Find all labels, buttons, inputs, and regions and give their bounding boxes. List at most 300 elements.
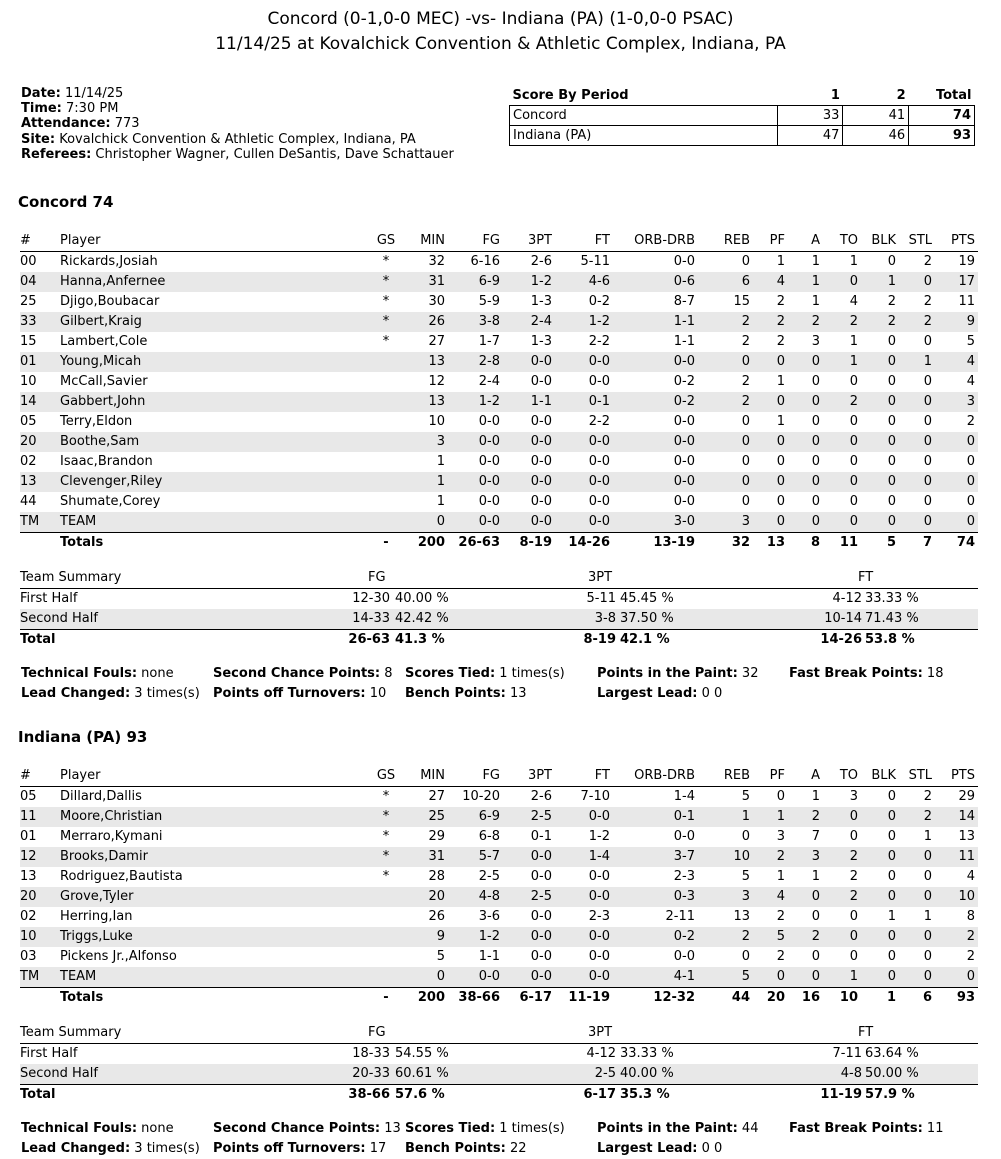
col-header-pf: PF — [769, 233, 785, 248]
misc-value: 8 — [384, 666, 393, 681]
cell-orb-drb: 2-3 — [673, 869, 695, 884]
cell-stl: 2 — [923, 809, 932, 824]
cell-pts: 11 — [958, 849, 975, 864]
cell-a: 2 — [811, 809, 820, 824]
cell-a: 1 — [811, 294, 820, 309]
cell-pts: 29 — [958, 789, 975, 804]
cell-pf: 1 — [776, 374, 785, 389]
cell-3pt: 1-3 — [530, 294, 552, 309]
totals-reb: 44 — [731, 990, 750, 1005]
col-header-player: Player — [60, 768, 101, 783]
misc-value: 32 — [741, 666, 759, 681]
sbp-period-2: 2 — [843, 86, 909, 106]
cell-to: 1 — [849, 969, 858, 984]
cell-player: Grove,Tyler — [60, 889, 134, 904]
cell-player: Pickens Jr.,Alfonso — [60, 949, 177, 964]
summary-label: First Half — [20, 1046, 78, 1061]
cell-ft: 0-2 — [588, 294, 610, 309]
cell-number: 20 — [20, 434, 37, 449]
totals-pts: 93 — [956, 990, 975, 1005]
cell-pts: 2 — [966, 949, 975, 964]
cell-pf: 1 — [776, 254, 785, 269]
cell-min: 10 — [428, 414, 445, 429]
summary-col-ft: FT — [858, 1025, 874, 1040]
player-row — [20, 492, 978, 512]
cell-stl: 0 — [923, 474, 932, 489]
summary-fg-pct: 54.55 % — [395, 1046, 449, 1061]
cell-blk: 0 — [887, 949, 896, 964]
cell-gs: * — [382, 254, 390, 269]
cell-min: 25 — [428, 809, 445, 824]
cell-blk: 0 — [887, 789, 896, 804]
totals-ft: 11-19 — [568, 990, 610, 1005]
cell-a: 2 — [811, 929, 820, 944]
summary-label: Second Half — [20, 1066, 98, 1081]
cell-gs: * — [382, 809, 390, 824]
totals-blk: 1 — [886, 990, 896, 1005]
totals-gs: - — [383, 535, 389, 550]
player-row — [20, 272, 978, 292]
player-row — [20, 252, 978, 272]
misc-fast-break — [789, 1121, 943, 1136]
team-heading-concord: Concord 74 — [18, 193, 114, 211]
cell-number: 02 — [20, 909, 37, 924]
cell-min: 26 — [428, 909, 445, 924]
cell-fg: 0-0 — [478, 474, 500, 489]
misc-value: 0 0 — [701, 686, 723, 701]
cell-stl: 0 — [923, 514, 932, 529]
col-header-ft: FT — [594, 768, 610, 783]
cell-stl: 2 — [923, 254, 932, 269]
cell-a: 3 — [811, 849, 820, 864]
totals-stl: 7 — [922, 535, 932, 550]
cell-min: 28 — [428, 869, 445, 884]
summary-header — [20, 1023, 978, 1044]
cell-fg: 0-0 — [478, 494, 500, 509]
summary-col-tpt: 3PT — [588, 1025, 613, 1040]
cell-player: Herring,Ian — [60, 909, 133, 924]
cell-pf: 0 — [776, 789, 785, 804]
cell-3pt: 0-0 — [530, 849, 552, 864]
cell-fg: 6-9 — [478, 809, 500, 824]
cell-orb-drb: 1-1 — [673, 334, 695, 349]
cell-pts: 10 — [958, 889, 975, 904]
cell-number: 05 — [20, 414, 37, 429]
cell-blk: 0 — [887, 494, 896, 509]
totals-row — [20, 532, 978, 553]
cell-pts: 0 — [966, 514, 975, 529]
summary-tpt: 5-11 — [586, 591, 616, 606]
date-value: 11/14/25 — [64, 86, 124, 101]
totals-orb-drb: 12-32 — [653, 990, 695, 1005]
cell-pf: 4 — [776, 274, 785, 289]
cell-a: 0 — [811, 474, 820, 489]
summary-ft-pct: 71.43 % — [865, 611, 919, 626]
time-label: Time: — [21, 101, 62, 117]
cell-3pt: 0-0 — [530, 374, 552, 389]
cell-to: 0 — [849, 809, 858, 824]
cell-fg: 2-4 — [478, 374, 500, 389]
cell-ft: 0-0 — [588, 454, 610, 469]
col-header-ft: FT — [594, 233, 610, 248]
cell-ft: 0-0 — [588, 494, 610, 509]
summary-label: Second Half — [20, 611, 98, 626]
cell-reb: 13 — [733, 909, 750, 924]
col-header-blk: BLK — [871, 233, 896, 248]
box-score-concord — [20, 231, 978, 553]
cell-pf: 1 — [776, 809, 785, 824]
cell-player: Terry,Eldon — [60, 414, 133, 429]
cell-player: Rodriguez,Bautista — [60, 869, 183, 884]
col-header-pf: PF — [769, 768, 785, 783]
totals-a: 8 — [810, 535, 820, 550]
attendance-label: Attendance: — [21, 116, 111, 132]
cell-player: Hanna,Anfernee — [60, 274, 166, 289]
summary-tpt-pct: 45.45 % — [620, 591, 674, 606]
sbp-total-value: 74 — [909, 106, 975, 126]
totals-blk: 5 — [886, 535, 896, 550]
cell-pf: 2 — [776, 949, 785, 964]
col-header-min: MIN — [420, 768, 445, 783]
cell-to: 0 — [849, 374, 858, 389]
misc-points-off-to — [213, 1141, 386, 1156]
cell-3pt: 0-0 — [530, 354, 552, 369]
cell-reb: 2 — [741, 929, 750, 944]
cell-pts: 11 — [958, 294, 975, 309]
cell-blk: 0 — [887, 254, 896, 269]
cell-player: Gilbert,Kraig — [60, 314, 142, 329]
player-row — [20, 412, 978, 432]
totals-ft: 14-26 — [568, 535, 610, 550]
cell-player: Djigo,Boubacar — [60, 294, 160, 309]
summary-col-ft: FT — [858, 570, 874, 585]
cell-orb-drb: 0-0 — [673, 829, 695, 844]
cell-to: 0 — [849, 929, 858, 944]
cell-blk: 1 — [887, 274, 896, 289]
cell-3pt: 0-0 — [530, 494, 552, 509]
cell-fg: 2-5 — [478, 869, 500, 884]
col-header-player: Player — [60, 233, 101, 248]
cell-pf: 2 — [776, 294, 785, 309]
cell-pts: 2 — [966, 414, 975, 429]
cell-min: 0 — [436, 514, 445, 529]
summary-ft: 4-12 — [832, 591, 862, 606]
misc-largest-lead — [597, 686, 722, 701]
cell-player: Boothe,Sam — [60, 434, 140, 449]
cell-min: 31 — [428, 274, 445, 289]
col-header-to: TO — [839, 768, 858, 783]
cell-stl: 1 — [923, 354, 932, 369]
cell-blk: 0 — [887, 414, 896, 429]
summary-tpt-pct: 33.33 % — [620, 1046, 674, 1061]
cell-gs: * — [382, 314, 390, 329]
cell-3pt: 0-0 — [530, 909, 552, 924]
misc-value: 13 — [509, 686, 527, 701]
cell-a: 0 — [811, 514, 820, 529]
cell-blk: 0 — [887, 849, 896, 864]
cell-min: 30 — [428, 294, 445, 309]
misc-second-chance — [213, 1121, 401, 1136]
cell-blk: 2 — [887, 294, 896, 309]
cell-pts: 5 — [966, 334, 975, 349]
team-summary-concord — [20, 568, 978, 650]
totals-fg: 26-63 — [458, 535, 500, 550]
cell-orb-drb: 0-2 — [673, 374, 695, 389]
player-row — [20, 907, 978, 927]
date-label: Date: — [21, 86, 61, 101]
cell-reb: 2 — [741, 394, 750, 409]
misc-value: 1 times(s) — [499, 666, 565, 681]
cell-pf: 2 — [776, 849, 785, 864]
misc-label: Largest Lead: — [597, 1141, 698, 1156]
cell-orb-drb: 0-2 — [673, 394, 695, 409]
totals-pf: 20 — [766, 990, 785, 1005]
cell-pf: 0 — [776, 394, 785, 409]
sbp-total-value: 93 — [909, 126, 975, 146]
cell-pf: 1 — [776, 414, 785, 429]
cell-min: 1 — [436, 454, 445, 469]
cell-to: 0 — [849, 434, 858, 449]
cell-number: 11 — [20, 809, 37, 824]
cell-stl: 0 — [923, 869, 932, 884]
team-summary-indiana — [20, 1023, 978, 1105]
cell-to: 1 — [849, 254, 858, 269]
cell-stl: 0 — [923, 849, 932, 864]
cell-pts: 3 — [966, 394, 975, 409]
totals-3pt: 8-19 — [519, 535, 552, 550]
cell-pf: 2 — [776, 314, 785, 329]
player-row — [20, 807, 978, 827]
player-row — [20, 292, 978, 312]
misc-label: Points off Turnovers: — [213, 686, 366, 701]
summary-header — [20, 568, 978, 589]
cell-to: 0 — [849, 474, 858, 489]
misc-value: 11 — [926, 1121, 944, 1136]
cell-orb-drb: 0-0 — [673, 494, 695, 509]
summary-fg: 38-66 — [348, 1087, 390, 1102]
cell-blk: 0 — [887, 374, 896, 389]
cell-a: 0 — [811, 354, 820, 369]
cell-number: 01 — [20, 829, 37, 844]
cell-pts: 0 — [966, 454, 975, 469]
cell-a: 0 — [811, 889, 820, 904]
cell-3pt: 2-5 — [530, 809, 552, 824]
cell-a: 1 — [811, 789, 820, 804]
cell-a: 0 — [811, 374, 820, 389]
cell-ft: 1-2 — [588, 829, 610, 844]
cell-ft: 0-0 — [588, 889, 610, 904]
misc-points-paint — [597, 666, 758, 681]
misc-label: Second Chance Points: — [213, 666, 381, 681]
misc-label: Bench Points: — [405, 1141, 506, 1156]
cell-fg: 6-16 — [470, 254, 500, 269]
col-header-orb-drb: ORB-DRB — [634, 768, 695, 783]
misc-bench-points — [405, 686, 526, 701]
misc-label: Lead Changed: — [21, 1141, 131, 1156]
cell-pf: 0 — [776, 969, 785, 984]
totals-player: Totals — [60, 990, 104, 1005]
col-header-gs: GS — [376, 233, 396, 248]
cell-pf: 0 — [776, 474, 785, 489]
misc-lead-changed — [21, 1141, 200, 1156]
cell-pts: 14 — [958, 809, 975, 824]
cell-a: 0 — [811, 494, 820, 509]
cell-gs: * — [382, 274, 390, 289]
cell-blk: 0 — [887, 929, 896, 944]
cell-fg: 3-8 — [478, 314, 500, 329]
cell-ft: 0-0 — [588, 434, 610, 449]
summary-fg-pct: 60.61 % — [395, 1066, 449, 1081]
misc-points-off-to — [213, 686, 386, 701]
cell-number: 04 — [20, 274, 37, 289]
cell-ft: 0-0 — [588, 949, 610, 964]
time-value: 7:30 PM — [66, 101, 119, 117]
totals-reb: 32 — [731, 535, 750, 550]
misc-label: Points off Turnovers: — [213, 1141, 366, 1156]
summary-row — [20, 609, 978, 629]
cell-fg: 0-0 — [478, 434, 500, 449]
sbp-team: Concord — [510, 106, 778, 126]
attendance-value: 773 — [114, 116, 140, 132]
cell-reb: 5 — [741, 789, 750, 804]
cell-orb-drb: 1-4 — [673, 789, 695, 804]
box-score-indiana — [20, 766, 978, 1008]
sbp-row-indiana — [510, 126, 975, 146]
cell-stl: 1 — [923, 829, 932, 844]
box-header — [20, 766, 978, 787]
cell-to: 0 — [849, 949, 858, 964]
col-header-orb-drb: ORB-DRB — [634, 233, 695, 248]
referees-value: Christopher Wagner, Cullen DeSantis, Dave Schattauer — [95, 146, 454, 162]
game-subtitle: 11/14/25 at Kovalchick Convention & Athletic Complex, Indiana, PA — [215, 34, 786, 54]
cell-reb: 2 — [741, 374, 750, 389]
cell-reb: 0 — [741, 949, 750, 964]
cell-stl: 0 — [923, 434, 932, 449]
cell-reb: 0 — [741, 474, 750, 489]
cell-orb-drb: 3-7 — [673, 849, 695, 864]
misc-label: Bench Points: — [405, 686, 506, 701]
cell-blk: 0 — [887, 869, 896, 884]
cell-fg: 5-9 — [478, 294, 500, 309]
summary-ft-pct: 63.64 % — [865, 1046, 919, 1061]
totals-pts: 74 — [956, 535, 975, 550]
game-title: Concord (0-1,0-0 MEC) -vs- Indiana (PA) (1-0,0-0 PSAC) — [267, 9, 734, 29]
cell-3pt: 2-4 — [530, 314, 552, 329]
cell-min: 13 — [428, 394, 445, 409]
summary-ft: 4-8 — [840, 1066, 862, 1081]
score-by-period-table — [509, 86, 975, 146]
misc-technical-fouls — [21, 666, 174, 681]
cell-orb-drb: 2-11 — [665, 909, 695, 924]
cell-player: Isaac,Brandon — [60, 454, 153, 469]
col-header-reb: REB — [723, 768, 750, 783]
misc-value: 0 0 — [701, 1141, 723, 1156]
cell-orb-drb: 0-3 — [673, 889, 695, 904]
col-header-pts: PTS — [950, 233, 975, 248]
cell-blk: 0 — [887, 334, 896, 349]
cell-player: Triggs,Luke — [60, 929, 133, 944]
cell-blk: 0 — [887, 474, 896, 489]
cell-number: 44 — [20, 494, 37, 509]
misc-value: 17 — [369, 1141, 387, 1156]
cell-to: 0 — [849, 494, 858, 509]
summary-label: Total — [20, 1087, 56, 1102]
totals-to: 10 — [839, 990, 858, 1005]
cell-orb-drb: 0-0 — [673, 434, 695, 449]
misc-value: none — [141, 1121, 174, 1136]
summary-fg: 26-63 — [348, 632, 390, 647]
cell-player: TEAM — [60, 514, 97, 529]
misc-value: 1 times(s) — [499, 1121, 565, 1136]
summary-col-team-summary: Team Summary — [20, 1025, 122, 1040]
col-header-blk: BLK — [871, 768, 896, 783]
cell-orb-drb: 3-0 — [673, 514, 695, 529]
cell-player: Moore,Christian — [60, 809, 163, 824]
cell-pf: 0 — [776, 494, 785, 509]
misc-bench-points — [405, 1141, 526, 1156]
cell-orb-drb: 0-0 — [673, 414, 695, 429]
cell-player: Shumate,Corey — [60, 494, 161, 509]
cell-ft: 0-0 — [588, 354, 610, 369]
cell-gs: * — [382, 334, 390, 349]
misc-technical-fouls — [21, 1121, 174, 1136]
cell-number: TM — [20, 514, 40, 529]
cell-stl: 0 — [923, 274, 932, 289]
cell-3pt: 1-3 — [530, 334, 552, 349]
summary-fg: 12-30 — [352, 591, 390, 606]
misc-label: Technical Fouls: — [21, 666, 138, 681]
cell-pts: 0 — [966, 969, 975, 984]
cell-number: 13 — [20, 869, 37, 884]
cell-pts: 8 — [966, 909, 975, 924]
cell-to: 0 — [849, 829, 858, 844]
cell-pts: 4 — [966, 354, 975, 369]
cell-pf: 0 — [776, 454, 785, 469]
cell-ft: 0-0 — [588, 929, 610, 944]
site-label: Site: — [21, 131, 56, 147]
totals-row — [20, 987, 978, 1008]
cell-fg: 0-0 — [478, 969, 500, 984]
cell-reb: 0 — [741, 354, 750, 369]
cell-min: 27 — [428, 334, 445, 349]
cell-reb: 3 — [741, 889, 750, 904]
cell-blk: 0 — [887, 889, 896, 904]
totals-fg: 38-66 — [458, 990, 500, 1005]
cell-a: 0 — [811, 454, 820, 469]
cell-orb-drb: 0-0 — [673, 454, 695, 469]
sbp-p2: 41 — [843, 106, 909, 126]
misc-second-chance — [213, 666, 393, 681]
col-header-stl: STL — [908, 233, 932, 248]
misc-value: 44 — [741, 1121, 759, 1136]
cell-number: 00 — [20, 254, 37, 269]
cell-pts: 4 — [966, 374, 975, 389]
cell-number: 13 — [20, 474, 37, 489]
cell-3pt: 2-5 — [530, 889, 552, 904]
summary-ft: 14-26 — [820, 632, 862, 647]
player-row — [20, 332, 978, 352]
col-header-3pt: 3PT — [527, 233, 552, 248]
summary-row — [20, 589, 978, 609]
cell-reb: 0 — [741, 254, 750, 269]
summary-ft: 10-14 — [824, 611, 862, 626]
cell-3pt: 0-0 — [530, 929, 552, 944]
cell-player: Merraro,Kymani — [60, 829, 163, 844]
cell-pts: 0 — [966, 434, 975, 449]
cell-pf: 2 — [776, 909, 785, 924]
sbp-p1: 33 — [777, 106, 843, 126]
cell-reb: 6 — [741, 274, 750, 289]
